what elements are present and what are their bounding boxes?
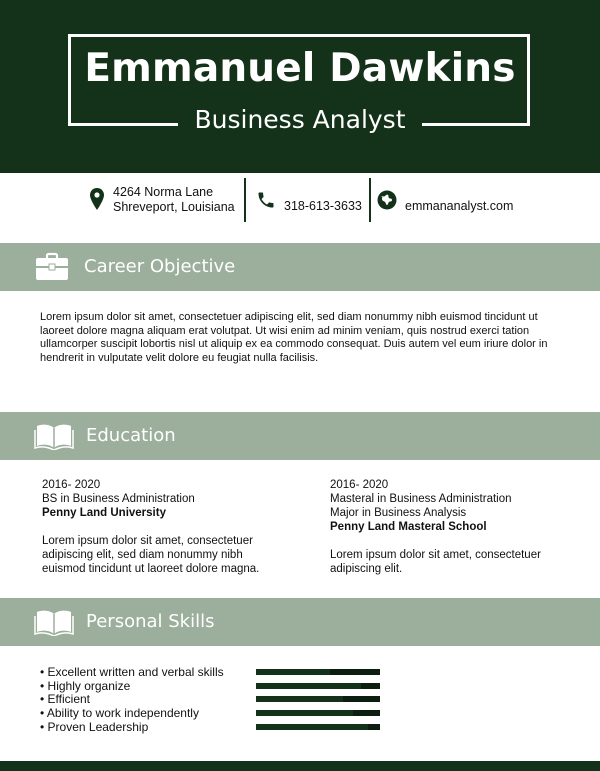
skill-item: • Excellent written and verbal skills (40, 665, 224, 679)
skill-bar (256, 696, 380, 702)
skill-bar (256, 683, 380, 689)
phone-icon (256, 190, 276, 210)
edu-school: Penny Land University (42, 507, 166, 519)
address (113, 185, 235, 215)
phone-number: 318-613-3633 (284, 199, 362, 213)
briefcase-icon (35, 252, 69, 282)
personal-skills-band (0, 598, 600, 646)
skill-bar-fill (256, 696, 343, 702)
education-entry-2 (330, 478, 570, 576)
career-objective-band (0, 243, 600, 291)
edu-years: 2016- 2020 (330, 479, 389, 491)
candidate-name: Emmanuel Dawkins (84, 46, 516, 91)
edu-major: Major in Business Analysis (330, 507, 467, 519)
location-pin-icon (90, 188, 104, 210)
address-line2: Shreveport, Louisiana (113, 200, 235, 214)
education-entry-1 (42, 478, 282, 576)
skill-bar (256, 710, 380, 716)
address-line1: 4264 Norma Lane (113, 185, 214, 199)
skill-bar-fill (256, 683, 361, 689)
edu-school: Penny Land Masteral School (330, 521, 487, 533)
header-banner (0, 0, 600, 173)
skill-item: • Proven Leadership (40, 720, 149, 734)
contact-divider (244, 178, 246, 222)
edu-degree: Masteral in Business Administration (330, 493, 512, 505)
website: emmananalyst.com (405, 199, 514, 213)
education-heading: Education (86, 425, 176, 446)
skill-bar-fill (256, 724, 368, 730)
contact-divider (369, 178, 371, 222)
globe-icon (377, 190, 397, 210)
open-book-icon (34, 422, 74, 450)
edu-degree: BS in Business Administration (42, 493, 195, 505)
career-objective-heading: Career Objective (84, 256, 236, 277)
skill-bar (256, 724, 380, 730)
edu-years: 2016- 2020 (42, 479, 101, 491)
skill-bar-fill (256, 669, 330, 675)
career-objective-text: Lorem ipsum dolor sit amet, consectetuer adipiscing elit, sed diam nonummy nibh euismod tincidunt ut laoreet dolore magna aliquam erat volutpat. Ut wisi enim ad minim veniam, quis nostrud exerci tation ullamcorper suscipit lobortis nisl ut aliquip ex ea commodo consequat. Duis autem vel eum iriure dolor in hendrerit in vulputate velit dolore eu feugiat nulla facilisis. (40, 311, 548, 364)
education-band (0, 412, 600, 460)
skill-bar-fill (256, 710, 353, 716)
job-title: Business Analyst (194, 105, 406, 134)
skill-item: • Ability to work independently (40, 706, 199, 720)
footer-bar (0, 761, 600, 771)
edu-description: Lorem ipsum dolor sit amet, consectetuer adipiscing elit, sed diam nonummy nibh euismod tincidunt ut laoreet dolore magna. (42, 535, 260, 575)
personal-skills-heading: Personal Skills (86, 611, 215, 632)
edu-description: Lorem ipsum dolor sit amet, consectetuer adipiscing elit. (330, 549, 541, 575)
open-book-icon (34, 608, 74, 636)
skill-bar (256, 669, 380, 675)
skill-item: • Highly organize (40, 679, 131, 693)
skill-item: • Efficient (40, 692, 91, 706)
